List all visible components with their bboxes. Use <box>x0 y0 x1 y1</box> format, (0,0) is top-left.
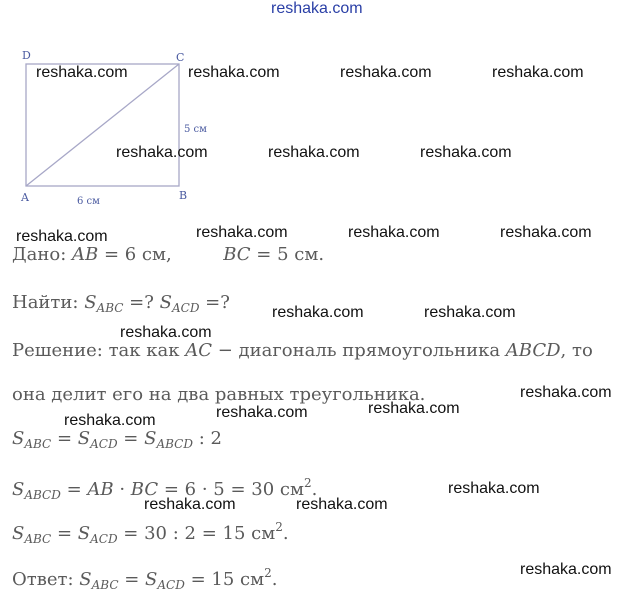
given-line <box>12 244 324 265</box>
watermark: reshaka.com <box>144 496 236 513</box>
equation-2: $S_{ABCD}$ = AB · BC = 6 · 5 = 30 $см^2$. <box>12 476 318 502</box>
watermark: reshaka.com <box>492 64 584 81</box>
watermark: reshaka.com <box>520 561 612 578</box>
vertex-b-label: B <box>179 189 188 202</box>
solution-line-2: она делит его на два равных треугольника. <box>12 384 426 405</box>
find-s2: S <box>159 292 172 313</box>
site-header[interactable]: reshaka.com <box>271 0 363 17</box>
watermark: reshaka.com <box>520 384 612 401</box>
side-bc-label: 5 см <box>184 124 207 135</box>
watermark: reshaka.com <box>424 304 516 321</box>
side-ab-label: 6 см <box>77 196 100 207</box>
watermark: reshaka.com <box>268 144 360 161</box>
equation-1: $S_{ABC} = S_{ACD} = S_{ABCD}$ : 2 <box>12 428 222 451</box>
watermark: reshaka.com <box>196 224 288 241</box>
solution-mid: − диагональ прямоугольника <box>211 340 506 361</box>
find-sub2: ACD <box>171 301 200 315</box>
watermark: reshaka.com <box>64 412 156 429</box>
solution-line-1 <box>12 340 593 361</box>
given-bc-value: = 5 см. <box>250 244 325 265</box>
watermark: reshaka.com <box>368 400 460 417</box>
watermark: reshaka.com <box>36 64 128 81</box>
vertex-a-label: A <box>21 191 29 204</box>
given-ab-value: = 6 см, <box>98 244 172 265</box>
watermark: reshaka.com <box>348 224 440 241</box>
watermark: reshaka.com <box>296 496 388 513</box>
watermark: reshaka.com <box>120 324 212 341</box>
find-q1: =? <box>123 292 154 313</box>
solution-ac: AC <box>185 340 212 361</box>
given-bc: BC <box>223 244 251 265</box>
find-line <box>12 292 230 315</box>
watermark: reshaka.com <box>216 404 308 421</box>
find-q2: =? <box>199 292 230 313</box>
answer-prefix: Ответ: <box>12 569 74 590</box>
rectangle-figure <box>0 0 240 215</box>
watermark: reshaka.com <box>16 228 108 245</box>
equation-3: $S_{ABC} = S_{ACD} = 30$ : 2 = 15 $см^2$. <box>12 520 289 546</box>
watermark: reshaka.com <box>116 144 208 161</box>
solution-abcd: ABCD <box>505 340 561 361</box>
find-prefix: Найти: <box>12 292 79 313</box>
eq1-s1: S <box>12 428 25 449</box>
watermark: reshaka.com <box>340 64 432 81</box>
diagonal-ac <box>26 64 179 186</box>
watermark: reshaka.com <box>420 144 512 161</box>
solution-end: , то <box>560 340 593 361</box>
watermark: reshaka.com <box>188 64 280 81</box>
watermark: reshaka.com <box>500 224 592 241</box>
vertex-c-label: C <box>176 51 185 64</box>
watermark: reshaka.com <box>448 480 540 497</box>
watermark: reshaka.com <box>272 304 364 321</box>
given-ab: AB <box>72 244 99 265</box>
given-prefix: Дано: <box>12 244 67 265</box>
find-sub1: ABC <box>96 301 124 315</box>
find-s1: S <box>84 292 97 313</box>
solution-prefix: Решение: так как <box>12 340 186 361</box>
vertex-d-label: D <box>22 49 31 62</box>
answer-line: Ответ: $S_{ABC} = S_{ACD} = 15$ $см^2$. <box>12 566 278 592</box>
